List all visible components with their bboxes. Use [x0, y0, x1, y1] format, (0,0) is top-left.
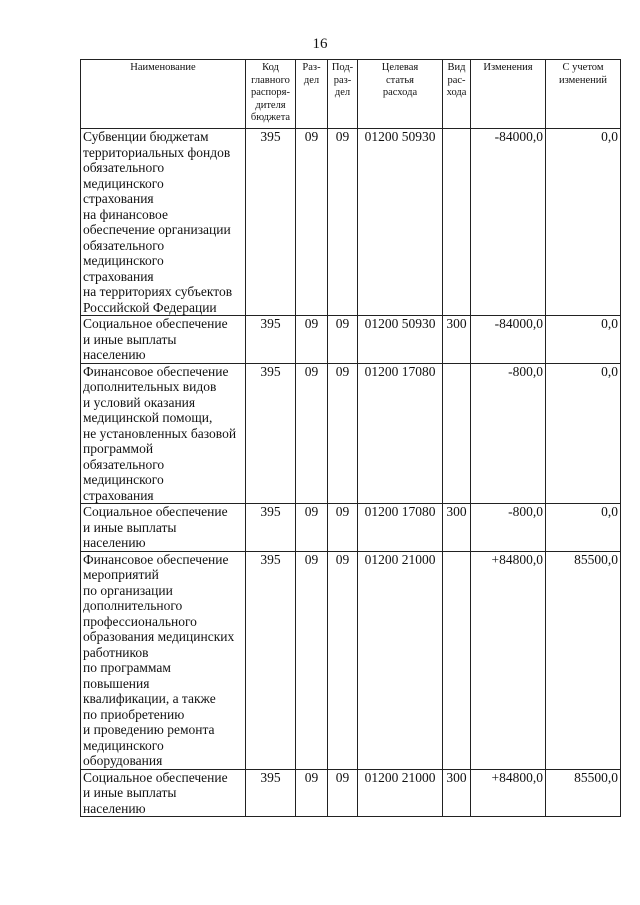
header-line: Целевая	[381, 62, 419, 73]
row-section-cell: 09	[296, 363, 328, 504]
row-article-cell: 01200 17080	[358, 363, 443, 504]
row-changes-cell: +84800,0	[471, 551, 546, 769]
row-kind-cell	[443, 551, 471, 769]
row-total-cell: 0,0	[546, 363, 621, 504]
table-header	[81, 60, 621, 129]
row-article-cell: 01200 50930	[358, 316, 443, 364]
header-line: Изменения	[483, 62, 533, 73]
header-line: дел	[303, 74, 320, 86]
row-code-cell: 395	[246, 363, 296, 504]
row-name-cell: Субвенции бюджетам территориальных фондов обязательного медицинского страхования на финансовое обеспечение организации обязательного медицинского страхования на территориях субъектов Российской Федерации	[81, 129, 246, 316]
header-line: Код	[262, 62, 279, 73]
row-name-cell: Социальное обеспечение и иные выплаты населению	[81, 769, 246, 817]
row-kind-cell: 300	[443, 504, 471, 552]
row-kind-cell: 300	[443, 769, 471, 817]
header-line: статья	[386, 74, 414, 86]
row-total-cell: 0,0	[546, 316, 621, 364]
row-total-cell: 85500,0	[546, 769, 621, 817]
header-line: С учетом	[562, 62, 604, 73]
row-code-cell: 395	[246, 551, 296, 769]
row-name-cell: Финансовое обеспечение мероприятий по организации дополнительного профессионального образования медицинских работников по программам повышения квалификации, а также по приобретению и проведению ремонта медицинского оборудования	[81, 551, 246, 769]
row-changes-cell: +84800,0	[471, 769, 546, 817]
row-changes-cell: -800,0	[471, 504, 546, 552]
header-section	[296, 60, 328, 129]
row-section-cell: 09	[296, 769, 328, 817]
row-section-cell: 09	[296, 316, 328, 364]
table-row	[81, 551, 621, 769]
row-subsection-cell: 09	[328, 769, 358, 817]
header-line: распоря-	[250, 87, 291, 98]
header-line: Наименование	[130, 62, 196, 73]
table-row	[81, 129, 621, 316]
table-row	[81, 316, 621, 364]
page-number: 16	[312, 36, 328, 52]
row-article-cell: 01200 21000	[358, 551, 443, 769]
table-row	[81, 504, 621, 552]
header-line: главного	[251, 74, 290, 86]
row-article-cell: 01200 21000	[358, 769, 443, 817]
row-section-cell: 09	[296, 129, 328, 316]
header-line: дителя	[255, 99, 286, 111]
header-article	[358, 60, 443, 129]
row-name-cell: Финансовое обеспечение дополнительных видов и условий оказания медицинской помощи, не установленных базовой программой обязательного медицинского страхования	[81, 363, 246, 504]
table-row	[81, 363, 621, 504]
row-article-cell: 01200 17080	[358, 504, 443, 552]
row-code-cell: 395	[246, 129, 296, 316]
header-line: бюджета	[250, 112, 291, 123]
table-row	[81, 769, 621, 817]
row-total-cell: 0,0	[546, 504, 621, 552]
row-subsection-cell: 09	[328, 551, 358, 769]
header-subsection	[328, 60, 358, 129]
header-changes	[471, 60, 546, 129]
row-subsection-cell: 09	[328, 129, 358, 316]
header-code	[246, 60, 296, 129]
header-line: расхода	[382, 87, 418, 98]
header-kind	[443, 60, 471, 129]
row-section-cell: 09	[296, 551, 328, 769]
row-total-cell: 85500,0	[546, 551, 621, 769]
row-subsection-cell: 09	[328, 363, 358, 504]
row-article-cell: 01200 50930	[358, 129, 443, 316]
row-kind-cell: 300	[443, 316, 471, 364]
header-line: раз-	[333, 74, 352, 86]
row-code-cell: 395	[246, 769, 296, 817]
header-total	[546, 60, 621, 129]
budget-table	[80, 59, 621, 817]
row-changes-cell: -84000,0	[471, 129, 546, 316]
row-kind-cell	[443, 363, 471, 504]
row-changes-cell: -800,0	[471, 363, 546, 504]
header-line: изменений	[558, 74, 608, 86]
row-total-cell: 0,0	[546, 129, 621, 316]
row-name-cell: Социальное обеспечение и иные выплаты населению	[81, 316, 246, 364]
header-name	[81, 60, 246, 129]
header-line: дел	[334, 87, 351, 98]
row-code-cell: 395	[246, 316, 296, 364]
header-line: Вид	[447, 62, 466, 73]
header-line: хода	[446, 87, 467, 98]
header-line: Под-	[331, 62, 354, 73]
row-subsection-cell: 09	[328, 316, 358, 364]
header-row	[81, 60, 621, 129]
row-code-cell: 395	[246, 504, 296, 552]
row-section-cell: 09	[296, 504, 328, 552]
table-body	[81, 129, 621, 817]
row-name-cell: Социальное обеспечение и иные выплаты населению	[81, 504, 246, 552]
row-changes-cell: -84000,0	[471, 316, 546, 364]
header-line: рас-	[447, 74, 466, 86]
row-subsection-cell: 09	[328, 504, 358, 552]
row-kind-cell	[443, 129, 471, 316]
header-line: Раз-	[302, 62, 321, 73]
